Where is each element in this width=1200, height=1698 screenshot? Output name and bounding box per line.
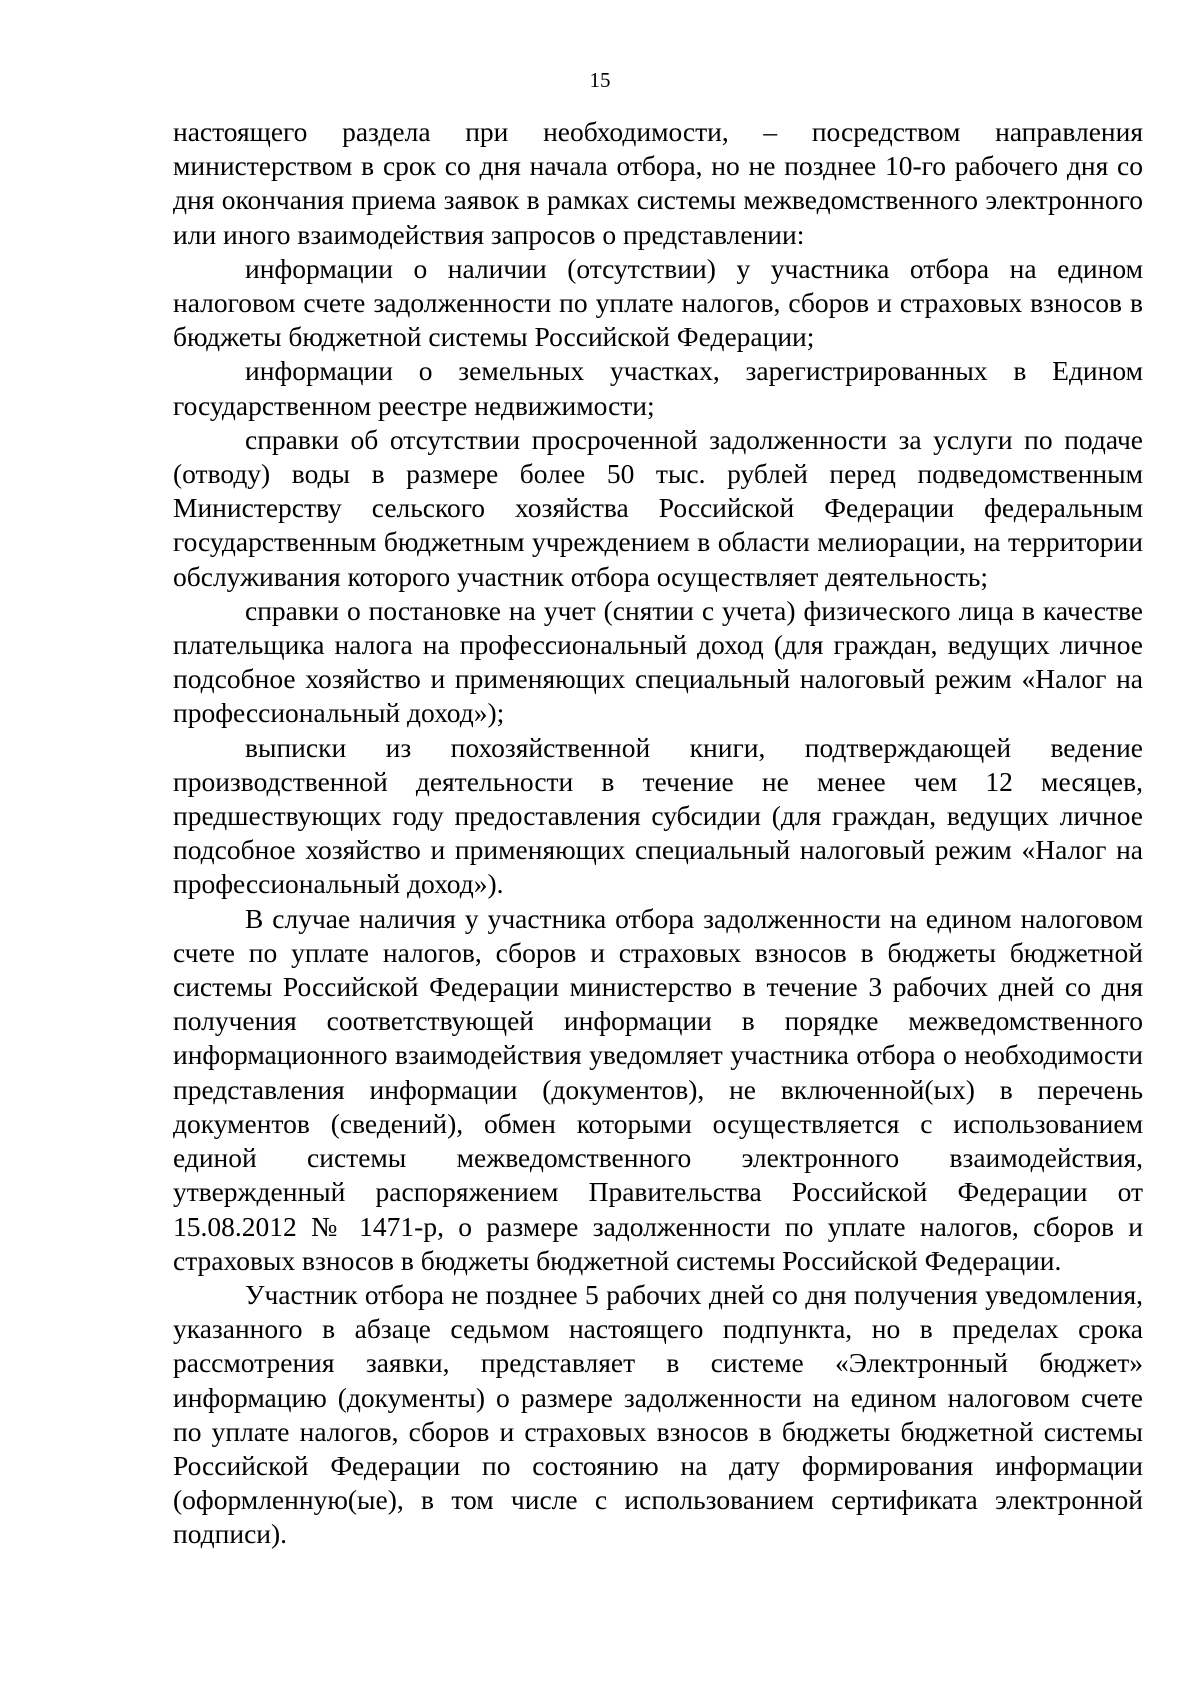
paragraph: справки о постановке на учет (снятии с учета) физического лица в качестве плательщика налога на профессиональный доход (для граждан, ведущих личное подсобное хозяйство и применяющих специальный налоговый режим «Налог на профессиональный доход»); xyxy=(173,594,1143,729)
paragraph: настоящего раздела при необходимости, – посредством направления министерством в срок со дня начала отбора, но не позднее 10-го рабочего дня со дня окончания приема заявок в рамках системы межведомственного электронного или иного взаимодействия запросов о представлении: xyxy=(173,116,1143,250)
paragraph: выписки из похозяйственной книги, подтверждающей ведение производственной деятельности в течение не менее чем 12 месяцев, предшествующих году предоставления субсидии (для граждан, ведущих личное подсобное хозяйство и применяющих специальный налоговый режим «Налог на профессиональный доход»). xyxy=(173,731,1143,900)
paragraph: справки об отсутствии просроченной задолженности за услуги по подаче (отводу) воды в размере более 50 тыс. рублей перед подведомственным Министерству сельского хозяйства Российской Федерации федеральным государственным бюджетным учреждением в области мелиорации, на территории обслуживания которого участник отбора осуществляет деятельность; xyxy=(173,423,1143,592)
page-number: 15 xyxy=(589,68,611,92)
paragraph: информации о наличии (отсутствии) у участника отбора на едином налоговом счете задолженности по уплате налогов, сборов и страховых взносов в бюджеты бюджетной системы Российской Федерации; xyxy=(173,252,1143,353)
document-body xyxy=(173,115,1143,1552)
paragraph: информации о земельных участках, зарегистрированных в Едином государственном реестре недвижимости; xyxy=(173,355,1143,421)
paragraph: Участник отбора не позднее 5 рабочих дней со дня получения уведомления, указанного в абзаце седьмом настоящего подпункта, но в пределах срока рассмотрения заявки, представляет в системе «Электронный бюджет» информацию (документы) о размере задолженности на едином налоговом счете по уплате налогов, сборов и страховых взносов в бюджеты бюджетной системы Российской Федерации по состоянию на дату формирования информации (оформленную(ые), в том числе с использованием сертификата электронной подписи). xyxy=(173,1278,1143,1550)
paragraph: В случае наличия у участника отбора задолженности на едином налоговом счете по уплате налогов, сборов и страховых взносов в бюджеты бюджетной системы Российской Федерации министерство в течение 3 рабочих дней со дня получения соответствующей информации в порядке межведомственного информационного взаимодействия уведомляет участника отбора о необходимости представления информации (документов), не включенной(ых) в перечень документов (сведений), обмен которыми осуществляется с использованием единой системы межведомственного электронного взаимодействия, утвержденный распоряжением Правительства Российской Федерации от 15.08.2012 № 1471-р, о размере задолженности по уплате налогов, сборов и страховых взносов в бюджеты бюджетной системы Российской Федерации. xyxy=(173,902,1143,1276)
